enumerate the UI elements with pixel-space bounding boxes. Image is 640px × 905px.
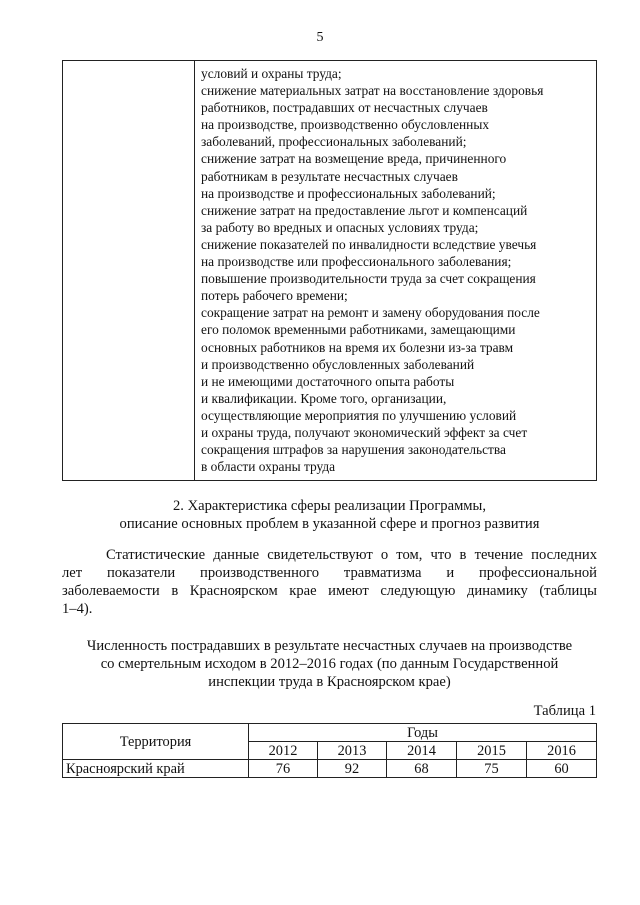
text-line: снижение затрат на предоставление льгот и компенсаций xyxy=(201,202,528,218)
text-line: снижение материальных затрат на восстановление здоровья xyxy=(201,83,544,99)
caption-line: со смертельным исходом в 2012–2016 годах (по данным Государственной xyxy=(100,656,559,672)
text-line: и не имеющими достаточного опыта работы xyxy=(201,373,455,389)
heading-line: описание основных проблем в указанной сфере и прогноз развития xyxy=(119,516,540,532)
statistics-paragraph xyxy=(62,546,597,618)
text-line: осуществляющие мероприятия по улучшению условий xyxy=(201,407,517,423)
year-header: 2012 xyxy=(249,742,318,760)
value-cell: 60 xyxy=(527,760,597,778)
territory-cell: Красноярский край xyxy=(63,760,249,778)
text-line: основных работников на время их болезни из-за травм xyxy=(201,339,514,355)
text-line: снижение затрат на возмещение вреда, причиненного xyxy=(201,151,507,167)
years-header: Годы xyxy=(249,724,597,742)
value-cell: 76 xyxy=(249,760,318,778)
paragraph-line: 1–4). xyxy=(62,601,93,617)
empty-left-cell xyxy=(63,61,195,481)
text-line: за работу во вредных и опасных условиях труда; xyxy=(201,219,479,235)
text-line: потерь рабочего времени; xyxy=(201,288,348,304)
measures-text-cell xyxy=(195,61,597,481)
text-line: в области охраны труда xyxy=(201,459,336,475)
paragraph-line: заболеваемости в Красноярском крае имеют следующую динамику (таблицы xyxy=(62,583,597,599)
text-line: работников, пострадавших от несчастных случаев xyxy=(201,100,488,116)
year-header: 2015 xyxy=(457,742,527,760)
text-line: работникам в результате несчастных случаев xyxy=(201,168,458,184)
territory-header: Территория xyxy=(63,724,249,760)
text-line: сокращения штрафов за нарушения законодательства xyxy=(201,442,506,458)
value-cell: 68 xyxy=(387,760,457,778)
page-number: 5 xyxy=(316,30,324,45)
text-line: его поломок временными работниками, замещающими xyxy=(201,322,516,338)
text-line: и охраны труда, получают экономический эффект за счет xyxy=(201,424,528,440)
fatalities-table xyxy=(62,723,597,778)
text-line: условий и охраны труда; xyxy=(201,66,342,81)
table-label: Таблица 1 xyxy=(533,703,596,719)
paragraph-line: лет показатели производственного травматизма и профессиональной xyxy=(62,565,597,581)
text-line: на производстве или профессионального заболевания; xyxy=(201,254,512,270)
year-header: 2013 xyxy=(318,742,387,760)
heading-line: 2. Характеристика сферы реализации Программы, xyxy=(172,498,487,514)
year-header: 2016 xyxy=(527,742,597,760)
text-line: на производстве, производственно обусловленных xyxy=(201,117,490,133)
text-line: снижение показателей по инвалидности вследствие увечья xyxy=(201,236,537,252)
text-line: повышение производительности труда за счет сокращения xyxy=(201,271,536,287)
text-line: заболеваний, профессиональных заболеваний; xyxy=(201,134,467,150)
paragraph-line: Статистические данные свидетельствуют о том, что в течение последних xyxy=(106,547,597,563)
text-line: и производственно обусловленных заболеваний xyxy=(201,356,475,372)
text-line: сокращение затрат на ремонт и замену оборудования после xyxy=(201,305,540,321)
value-cell: 92 xyxy=(318,760,387,778)
measures-table xyxy=(62,60,597,481)
text-line: и квалификации. Кроме того, организации, xyxy=(201,390,447,406)
table-header-row xyxy=(63,724,597,742)
caption-line: инспекции труда в Красноярском крае) xyxy=(208,674,451,690)
table-row xyxy=(63,61,597,481)
table-caption xyxy=(62,637,597,691)
text-line: на производстве и профессиональных заболеваний; xyxy=(201,185,496,201)
year-header: 2014 xyxy=(387,742,457,760)
table-row xyxy=(63,760,597,778)
section-heading xyxy=(62,497,597,533)
caption-line: Численность пострадавших в результате несчастных случаев на производстве xyxy=(86,638,573,654)
value-cell: 75 xyxy=(457,760,527,778)
